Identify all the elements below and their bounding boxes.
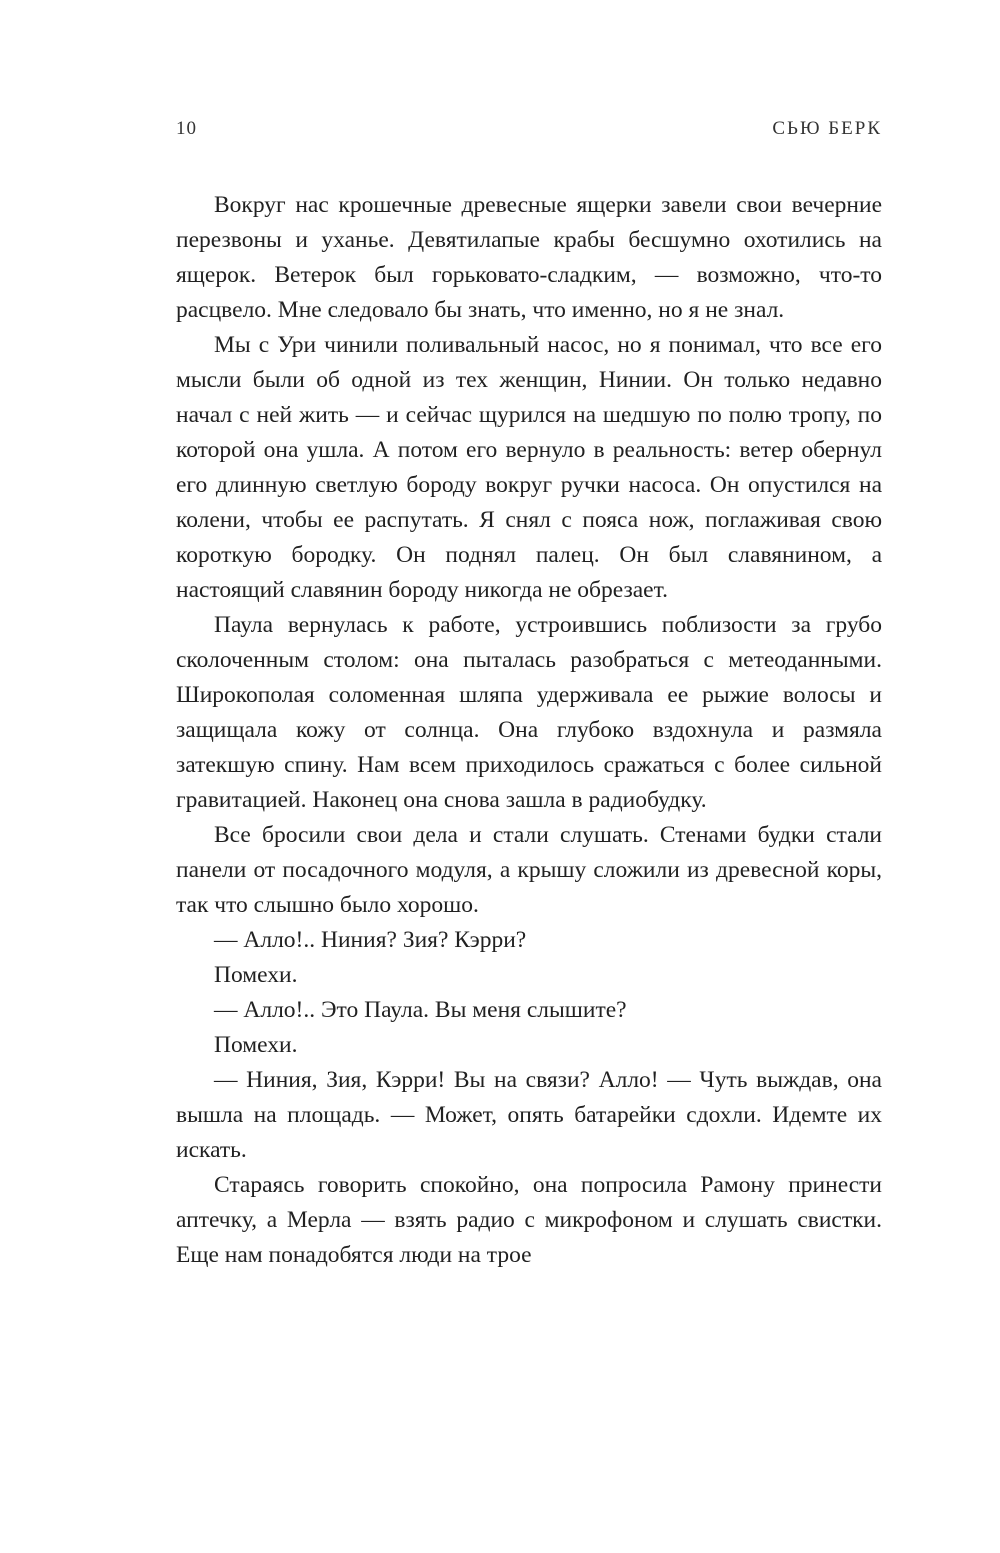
paragraph: Стараясь говорить спокойно, она попросила Рамону принести аптечку, а Мерла — взять радио с микрофоном и слушать свистки. Еще нам понадобятся люди на трое [176, 1172, 882, 1268]
paragraph: Паула вернулась к работе, устроившись поблизости за грубо сколоченным столом: она пыталась разобраться с метеоданными. Широкополая соломенная шляпа удерживала ее рыжие волосы и защищала кожу от солнца. Она глубоко вздохнула и размяла затекшую спину. Нам всем приходилось сражаться с более сильной гравитацией. Наконец она снова зашла в радиобудку. [176, 612, 882, 813]
page-number: 10 [176, 118, 197, 139]
paragraph: Мы с Ури чинили поливальный насос, но я понимал, что все его мысли были об одной из тех женщин, Нинии. Он только недавно начал с ней жить — и сейчас щурился на шедшую по полю тропу, по которой она ушла. А потом его вернуло в реальность: ветер обернул его длинную светлую бороду вокруг ручки насоса. Он опустился на колени, чтобы ее распутать. Я снял с пояса нож, поглаживая свою короткую бородку. Он поднял палец. Он был славянином, а настоящий славянин бороду никогда не обрезает. [176, 332, 882, 603]
paragraph-dialogue: — Ниния, Зия, Кэрри! Вы на связи? Алло! — Чуть выждав, она вышла на площадь. — Может, опять батарейки сдохли. Идемте их искать. [176, 1067, 882, 1163]
running-header [176, 118, 882, 140]
paragraph-dialogue: — Алло!.. Ниния? Зия? Кэрри? [214, 927, 527, 953]
paragraph: Вокруг нас крошечные древесные ящерки завели свои вечерние перезвоны и уханье. Девятилапые крабы бесшумно охотились на ящерок. Ветерок был горьковато-сладким, — возможно, что-то расцвело. Мне следовало бы знать, что именно, но я не знал. [176, 192, 882, 323]
paragraph-dialogue: Помехи. [214, 962, 298, 988]
paragraph-dialogue: Помехи. [214, 1032, 298, 1058]
running-title: СЬЮ БЕРК [772, 118, 882, 139]
paragraph: Все бросили свои дела и стали слушать. Стенами будки стали панели от посадочного модуля, а крышу сложили из древесной коры, так что слышно было хорошо. [176, 822, 882, 918]
page-body-text [176, 188, 882, 1273]
paragraph-dialogue: — Алло!.. Это Паула. Вы меня слышите? [214, 997, 627, 1023]
